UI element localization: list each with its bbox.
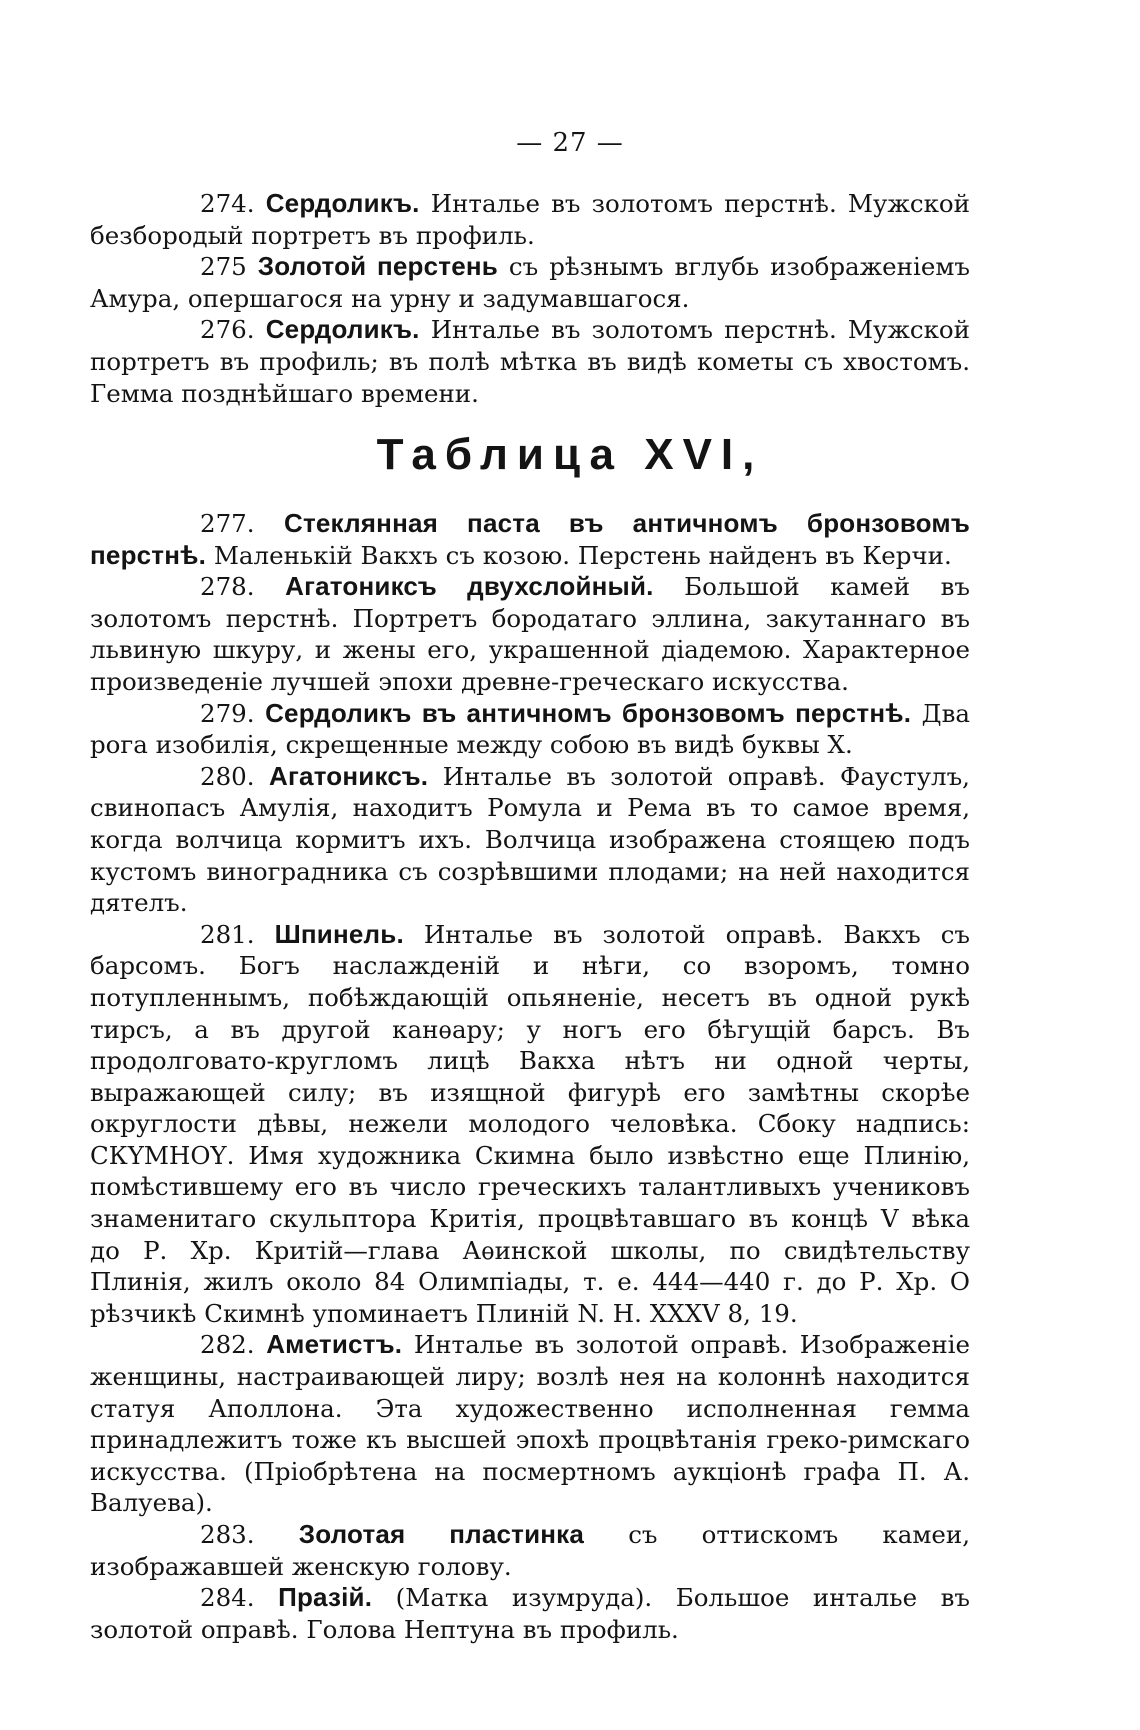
entry-title: Агатониксъ. (269, 760, 429, 791)
plate-heading: Таблица XVI, (376, 430, 764, 479)
entry-number: 275 (200, 252, 247, 282)
page-number: — 27 — (516, 128, 624, 158)
entry-description: Инталье въ золотой оправѣ. Фаустулъ, свинопасъ Амулія, находитъ Ромула и Рема въ то самое время, когда волчица кормитъ ихъ. Волчица изображена стоящею подъ кустомъ виноградника съ созрѣвшими плодами; на ней находится дятелъ. (90, 761, 970, 918)
catalog-entry (90, 571, 970, 697)
entry-title: Агатониксъ двухслойный. (285, 571, 654, 602)
catalog-entry (90, 251, 970, 314)
entry-description: съ оттискомъ камеи, изображавшей женскую голову. (90, 1520, 970, 1581)
entry-title: Стеклянная паста въ античномъ бронзовомъ перстнѣ. (90, 508, 970, 570)
entry-title: Сердоликъ. (265, 314, 420, 345)
entry-description: Инталье въ золотой оправѣ. Вакхъ съ барсомъ. Богъ наслажденій и нѣги, со взоромъ, томно потупленнымъ, побѣждающій опьяненіе, несетъ въ одной рукѣ тирсъ, а въ другой канѳару; у ногъ его бѣгущій барсъ. Въ продолговато-кругломъ лицѣ Вакха нѣтъ ни одной черты, выражающей силу; въ изящной фигурѣ его замѣтны скорѣе округлости дѣвы, нежели молодого человѣка. Сбоку надпись: СКҮМНОҮ. Имя художника Скимна было извѣстно еще Плинію, помѣстившему его въ число греческихъ талантливыхъ учениковъ знаменитаго скульптора Критія, процвѣтавшаго въ концѣ V вѣка до Р. Хр. Критій—глава Аѳинской школы, по свидѣтельству Плинія, жилъ около 84 Олимпіады, т. е. 444—440 г. до Р. Хр. О рѣзчикѣ Скимнѣ упоминаетъ Плиній N. H. XXXV 8, 19. (90, 919, 970, 1328)
catalog-entry (90, 919, 970, 1330)
entry-number: 278. (200, 572, 255, 602)
entry-description: Инталье въ золотой оправѣ. Изображеніе женщины, настраивающей лиру; возлѣ нея на колоннѣ находится статуя Аполлона. Эта художественно исполненная гемма принадлежитъ тоже къ высшей эпохѣ процвѣтанія греко-римскаго искусства. (Пріобрѣтена на посмертномъ аукціонѣ графа П. А. Валуева). (90, 1330, 971, 1518)
entry-description: Два рога изобилія, скрещенные между собою въ видѣ буквы Х. (90, 698, 970, 760)
catalog-entry (90, 508, 970, 571)
entry-description: Маленькій Вакхъ съ козою. Перстень найденъ въ Керчи. (213, 540, 952, 570)
entry-description: (Матка изумруда). Большое инталье въ золотой оправѣ. Голова Нептуна въ профиль. (90, 1583, 970, 1644)
catalog-entry (90, 698, 970, 761)
catalog-entry (90, 1582, 970, 1645)
catalog-entry (90, 188, 970, 251)
entry-description: Большой камей въ золотомъ перстнѣ. Портретъ бородатаго эллина, закутаннаго въ львиную шкуру, и жены его, украшенной діадемою. Характерное произведеніе лучшей эпохи древне-греческаго искусства. (90, 572, 970, 696)
entry-number: 284. (200, 1583, 255, 1613)
entry-title: Сердоликъ. (265, 188, 420, 218)
entry-number: 277. (200, 509, 255, 538)
catalog-entry (90, 314, 970, 409)
catalog-entry (90, 1519, 970, 1582)
entry-description: съ рѣзнымъ вглубь изображеніемъ Амура, опершагося на урну и задумавшагося. (90, 252, 970, 313)
entry-number: 281. (200, 919, 255, 949)
catalog-entry (90, 1329, 970, 1519)
entry-title: Золотая пластинка (298, 1519, 585, 1549)
entry-title: Золотой перстень (257, 251, 498, 282)
catalog-entries-bottom (90, 508, 970, 1645)
entry-number: 279. (200, 698, 255, 728)
entry-title: Аметистъ. (266, 1329, 403, 1360)
entry-description: Инталье въ золотомъ перстнѣ. Мужской портретъ въ профиль; въ полѣ мѣтка въ видѣ кометы съ хвостомъ. Гемма позднѣйшаго времени. (90, 315, 971, 408)
entry-description: Инталье въ золотомъ перстнѣ. Мужской безбородый портретъ въ профиль. (90, 189, 971, 250)
entry-title: Сердоликъ въ античномъ бронзовомъ перстнѣ. (265, 697, 912, 728)
catalog-entries-top (90, 188, 970, 409)
entry-number: 283. (200, 1520, 255, 1549)
entry-title: Шпинель. (274, 918, 404, 949)
entry-number: 274. (200, 189, 255, 218)
entry-number: 282. (200, 1330, 255, 1360)
entry-number: 280. (200, 761, 255, 791)
entry-title: Празій. (278, 1582, 373, 1613)
entry-number: 276. (200, 315, 255, 345)
catalog-entry (90, 761, 970, 919)
